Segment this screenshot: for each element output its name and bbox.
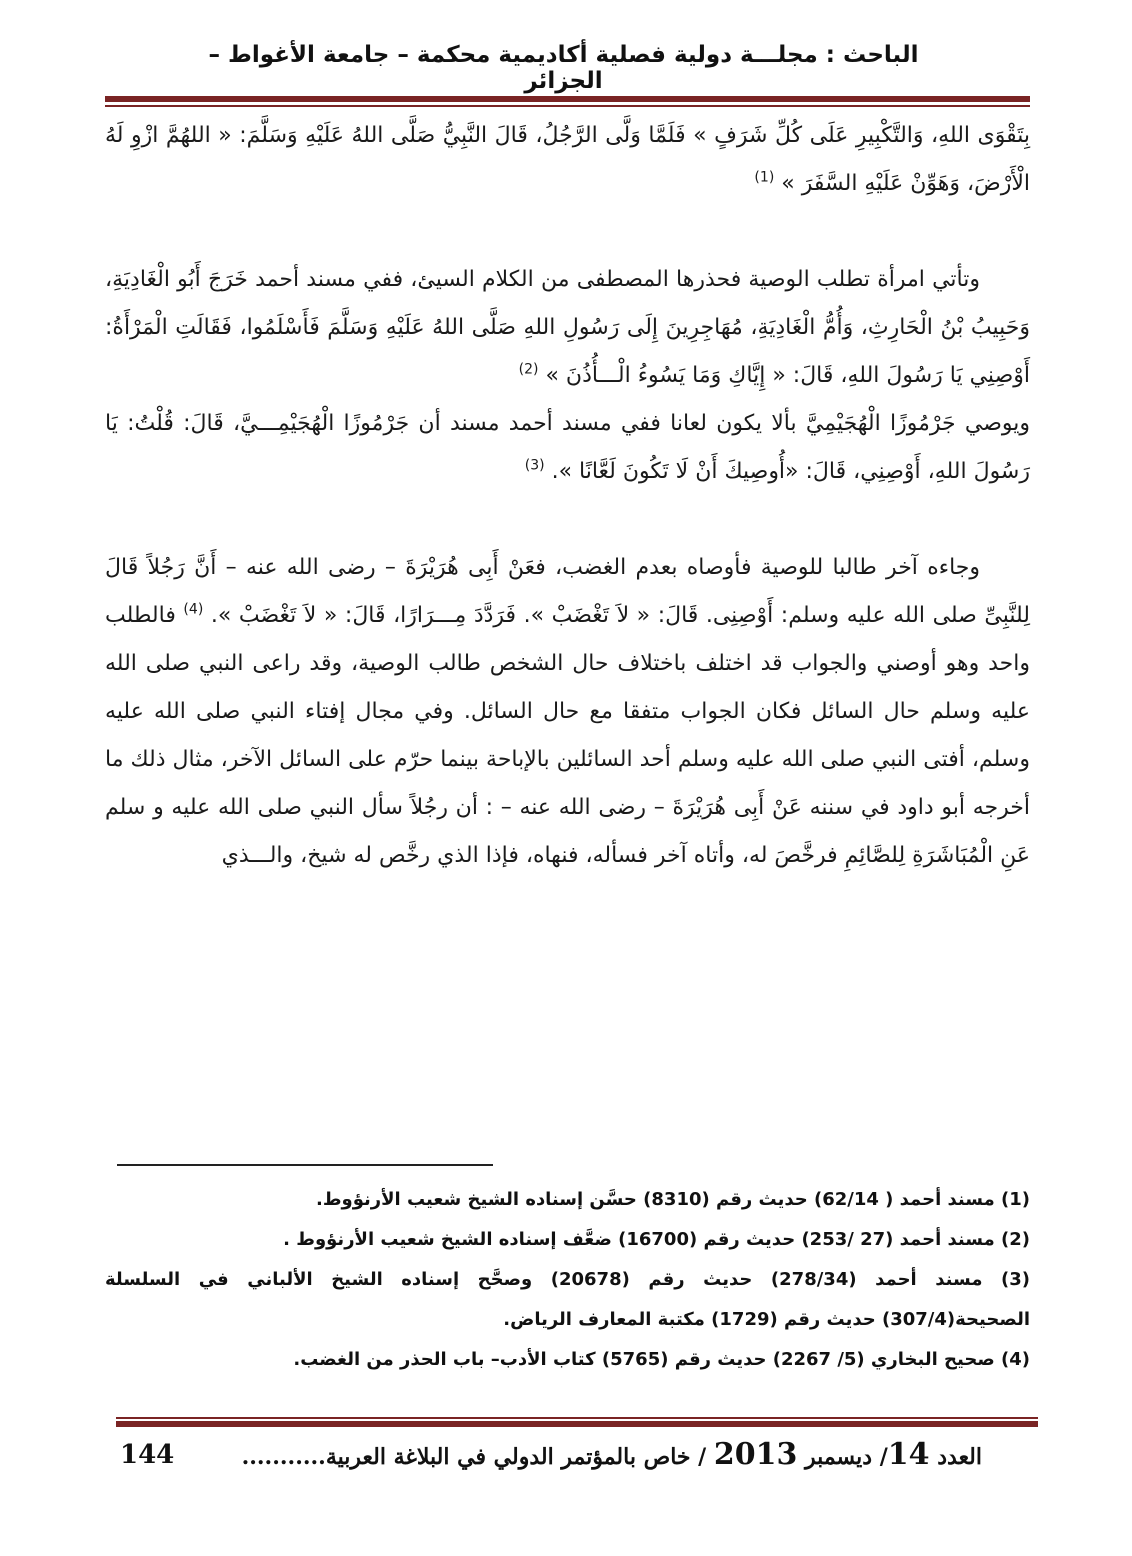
- journal-header: الباحث : مجلـــة دولية فصلية أكاديمية محكمة – جامعة الأغواط – الجزائر: [208, 42, 919, 94]
- footnote-separator: [117, 1164, 493, 1166]
- issue-year: 2013: [713, 1437, 798, 1472]
- paragraph-2b: ويوصي جَرْمُوزًا الْهُجَيْمِيَّ بألا يكون لعانا ففي مسند أحمد مسند أن جَرْمُوزًا الْهُجَيْمِـــيَّ، قَالَ: قُلْتُ: يَا رَسُولَ اللهِ، أَوْصِنِي، قَالَ: «أُوصِيكَ أَنْ لَا تَكُونَ لَعَّانًا ». $^{(3)}$: [105, 411, 1030, 484]
- issue-info: العدد 14/ ديسمبر 2013 / خاص بالمؤتمر الدولي في البلاغة العربية...........: [241, 1437, 982, 1472]
- footnote-3: (3) مسند أحمد (278/34) حديث رقم (20678) وصحَّح إسناده الشيخ الألباني في السلسلة الصحيحة(307/4) حديث رقم (1729) مكتبة المعارف الرياض.: [105, 1269, 1030, 1330]
- header-rule-thin: [105, 105, 1030, 107]
- page-number: 144: [120, 1439, 175, 1470]
- journal-footer: [120, 1437, 982, 1472]
- footnote-4: (4) صحيح البخاري (5/ 2267) حديث رقم (5765) كتاب الأدب– باب الحذر من الغضب.: [293, 1349, 1030, 1370]
- header-rule-thick: [105, 96, 1030, 102]
- body-text: [105, 112, 1030, 880]
- footer-rule-thick: [116, 1421, 1038, 1427]
- footnote-2: (2) مسند أحمد (27 /253) حديث رقم (16700) ضعَّف إسناده الشيخ شعيب الأرنؤوط .: [283, 1229, 1030, 1250]
- footnote-ref-4: (4): [183, 601, 204, 618]
- footnote-1: (1) مسند أحمد ( 62/14) حديث رقم (8310) حسَّن إسناده الشيخ شعيب الأرنؤوط.: [315, 1189, 1030, 1210]
- footnote-ref-3: (3): [524, 457, 545, 474]
- paragraph-gap: [105, 496, 1030, 544]
- footnote-ref-2: (2): [518, 361, 539, 378]
- paragraph-3: وجاءه آخر طالبا للوصية فأوصاه بعدم الغضب، فعَنْ أَبِى هُرَيْرَةَ – رضى الله عنه – أَنَّ رَجُلاً قَالَ لِلنَّبِىِّ صلى الله عليه وسلم: أَوْصِنِى. قَالَ: « لاَ تَغْضَبْ ». فَرَدَّدَ مِـــرَارًا، قَالَ: « لاَ تَغْضَبْ ». $^{(4)}$ فالطلب واحد وهو أوصني والجواب قد اختلف باختلاف حال الشخص طالب الوصية، وقد راعى النبي صلى الله عليه وسلم حال السائل فكان الجواب متفقا مع حال السائل. وفي مجال إفتاء النبي صلى الله عليه وسلم، أفتى النبي صلى الله عليه وسلم أحد السائلين بالإباحة بينما حرّم على السائل الآخر، مثال ذلك ما أخرجه أبو داود في سننه عَنْ أَبِى هُرَيْرَةَ – رضى الله عنه – : أن رجُلاً سأل النبي صلى الله عليه و سلم عَنِ الْمُبَاشَرَةِ لِلصَّائِمِ فرخَّصَ له، وأتاه آخر فسأله، فنهاه، فإذا الذي رخَّص له شيخ، والـــذي: [105, 555, 1031, 868]
- paragraph-2: وتأتي امرأة تطلب الوصية فحذرها المصطفى من الكلام السيئ، ففي مسند أحمد خَرَجَ أَبُو الْغَادِيَةِ، وَحَبِيبُ بْنُ الْحَارِثِ، وَأُمُّ الْغَادِيَةِ، مُهَاجِرِينَ إِلَى رَسُولِ اللهِ صَلَّى اللهُ عَلَيْهِ وَسَلَّمَ فَأَسْلَمُوا، فَقَالَتِ الْمَرْأَةُ: أَوْصِنِي يَا رَسُولَ اللهِ، قَالَ: « إِيَّاكِ وَمَا يَسُوءُ الْـــأُذُنَ » $^{(2)}$: [105, 267, 1030, 388]
- footer-rule-thin: [116, 1417, 1038, 1419]
- footnotes: [105, 1180, 1030, 1380]
- footnote-ref-1: (1): [754, 169, 775, 186]
- issue-number: 14: [887, 1437, 930, 1472]
- paragraph-gap: [105, 208, 1030, 256]
- paragraph-1: بِتَقْوَى اللهِ، وَالتَّكْبِيرِ عَلَى كُلِّ شَرَفٍ » فَلَمَّا وَلَّى الرَّجُلُ، قَالَ النَّبِيُّ صَلَّى اللهُ عَلَيْهِ وَسَلَّمَ: « اللهُمَّ ازْوِ لَهُ الْأَرْضَ، وَهَوِّنْ عَلَيْهِ السَّفَرَ » $^{(1)}$: [105, 123, 1030, 196]
